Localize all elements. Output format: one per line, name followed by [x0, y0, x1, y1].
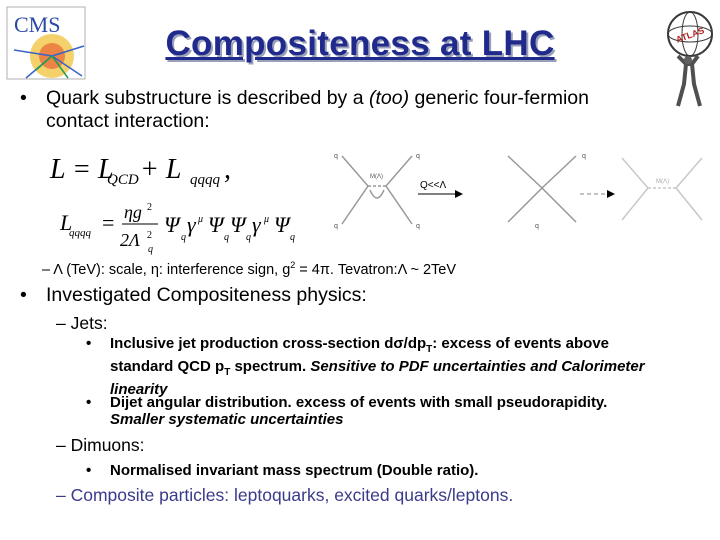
bullet-quark-substructure — [20, 87, 660, 137]
jets-heading: – Jets: — [56, 313, 108, 333]
jets-item-inclusive — [86, 335, 666, 398]
svg-text:M(Λ): M(Λ) — [656, 179, 670, 185]
bullet-investigated-physics — [20, 284, 660, 310]
slide-title: Compositeness at LHC — [165, 24, 555, 63]
svg-text:,: , — [224, 154, 231, 185]
svg-text:L: L — [60, 210, 73, 235]
svg-text:=: = — [102, 210, 115, 235]
dimuons-item — [86, 462, 666, 480]
svg-text:qqqq: qqqq — [69, 227, 91, 239]
svg-text:γ: γ — [252, 212, 261, 237]
svg-text:ATLAS: ATLAS — [674, 25, 706, 45]
bullet-text: Dijet angular distribution. excess of events with small pseudorapidity. Smaller systematic uncertainties — [110, 394, 608, 428]
arrow-label: Q<<Λ — [420, 180, 447, 191]
bullet-text: Inclusive jet production cross-section $d\sigma/dp_T$: excess of events above standard QCD $p_T$ spectrum. Sensitive to PDF uncertainties and Calorimeter linearity — [110, 335, 645, 398]
svg-text:q: q — [416, 153, 420, 160]
svg-text:q: q — [246, 232, 251, 243]
svg-text:q: q — [334, 153, 338, 160]
dimuons-heading: – Dimuons: — [56, 435, 145, 455]
svg-text:q: q — [535, 223, 539, 230]
svg-text:2Λ: 2Λ — [120, 230, 140, 250]
svg-text:QCD: QCD — [107, 172, 139, 188]
jets-item-dijet — [86, 394, 666, 430]
svg-text:Ψ: Ψ — [164, 212, 180, 237]
bullet-text: Quark substructure is described by a (too) generic four-fermion contact interaction: — [46, 87, 590, 132]
svg-text:μ: μ — [264, 214, 270, 225]
contact-interaction-formula — [40, 148, 320, 258]
svg-text:2: 2 — [147, 202, 152, 213]
svg-text:2: 2 — [147, 230, 152, 241]
svg-text:q: q — [290, 232, 295, 243]
svg-text:qqqq: qqqq — [190, 172, 220, 188]
svg-text:CMS: CMS — [14, 12, 61, 37]
svg-text:Ψ: Ψ — [208, 212, 224, 237]
svg-text:γ: γ — [187, 212, 196, 237]
svg-text:L = L: L = L — [50, 154, 114, 185]
bullet-dot: • — [20, 284, 27, 306]
bullet-text: Normalised invariant mass spectrum (Double ratio). — [110, 462, 479, 479]
lambda-description: – Λ (TeV): scale, η: interference sign, $g^2 = 4\pi$. Tevatron:Λ ~ 2TeV — [42, 260, 457, 278]
svg-text:μ: μ — [198, 214, 204, 225]
bullet-dot: • — [20, 87, 27, 109]
svg-text:+ L: + L — [140, 154, 182, 185]
svg-text:q: q — [416, 223, 420, 230]
svg-text:Ψ: Ψ — [274, 212, 290, 237]
feynman-diagram — [330, 148, 710, 238]
bullet-dot: • — [86, 462, 92, 479]
svg-text:q: q — [334, 223, 338, 230]
bullet-dot: • — [86, 335, 92, 352]
composite-particles: – Composite particles: leptoquarks, excited quarks/leptons. — [56, 485, 514, 505]
svg-text:q: q — [224, 232, 229, 243]
svg-text:Ψ: Ψ — [230, 212, 246, 237]
bullet-text: Investigated Compositeness physics: — [46, 284, 367, 306]
svg-text:ηg: ηg — [124, 202, 142, 222]
svg-text:q: q — [148, 244, 153, 255]
svg-text:M(Λ): M(Λ) — [370, 174, 384, 180]
svg-text:q: q — [582, 153, 586, 160]
svg-text:q: q — [181, 232, 186, 243]
bullet-dot: • — [86, 394, 92, 411]
